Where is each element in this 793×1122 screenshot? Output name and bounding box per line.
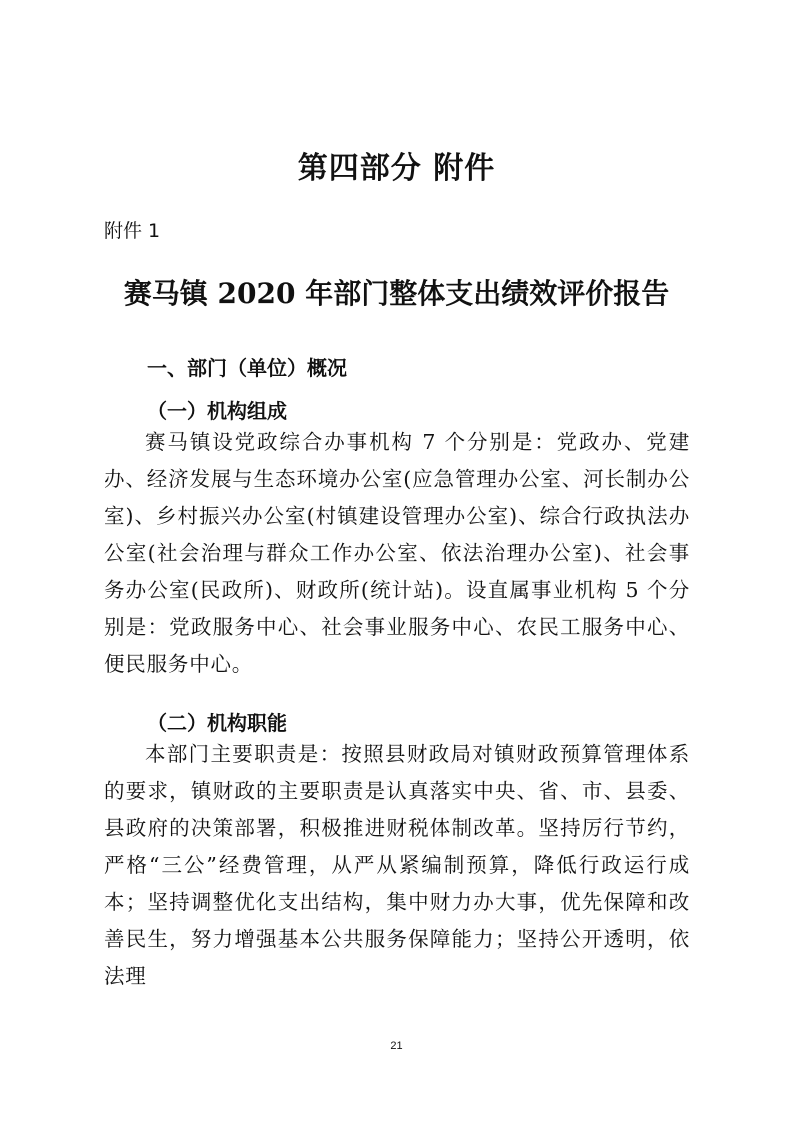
subsection-heading-functions: （二）机构职能 <box>147 711 287 735</box>
paragraph-organization: 赛马镇设党政综合办事机构 7 个分别是：党政办、党建办、经济发展与生态环境办公室(应急管理办公室、河长制办公室)、乡村振兴办公室(村镇建设管理办公室)、综合行政执法办公室(社会治理与群众工作办公室、依法治理办公室)、社会事务办公室(民政所)、财政所(统计站)。设直属事业机构 5 个分别是：党政服务中心、社会事业服务中心、农民工服务中心、便民服务中心。 <box>104 430 690 676</box>
part-title: 第四部分 附件 <box>297 151 496 186</box>
section-heading: 一、部门（单位）概况 <box>147 356 347 380</box>
report-title: 赛马镇 2020 年部门整体支出绩效评价报告 <box>123 277 670 310</box>
attachment-label: 附件 1 <box>104 220 161 242</box>
page-number: 21 <box>390 1040 403 1052</box>
paragraph-functions: 本部门主要职责是：按照县财政局对镇财政预算管理体系的要求，镇财政的主要职责是认真落实中央、省、市、县委、县政府的决策部署，积极推进财税体制改革。坚持厉行节约，严格“三公”经费管理，从严从紧编制预算，降低行政运行成本；坚持调整优化支出结构，集中财力办大事，优先保障和改善民生，努力增强基本公共服务保障能力；坚持公开透明，依法理 <box>104 742 690 988</box>
subsection-heading-organization: （一）机构组成 <box>147 399 287 423</box>
